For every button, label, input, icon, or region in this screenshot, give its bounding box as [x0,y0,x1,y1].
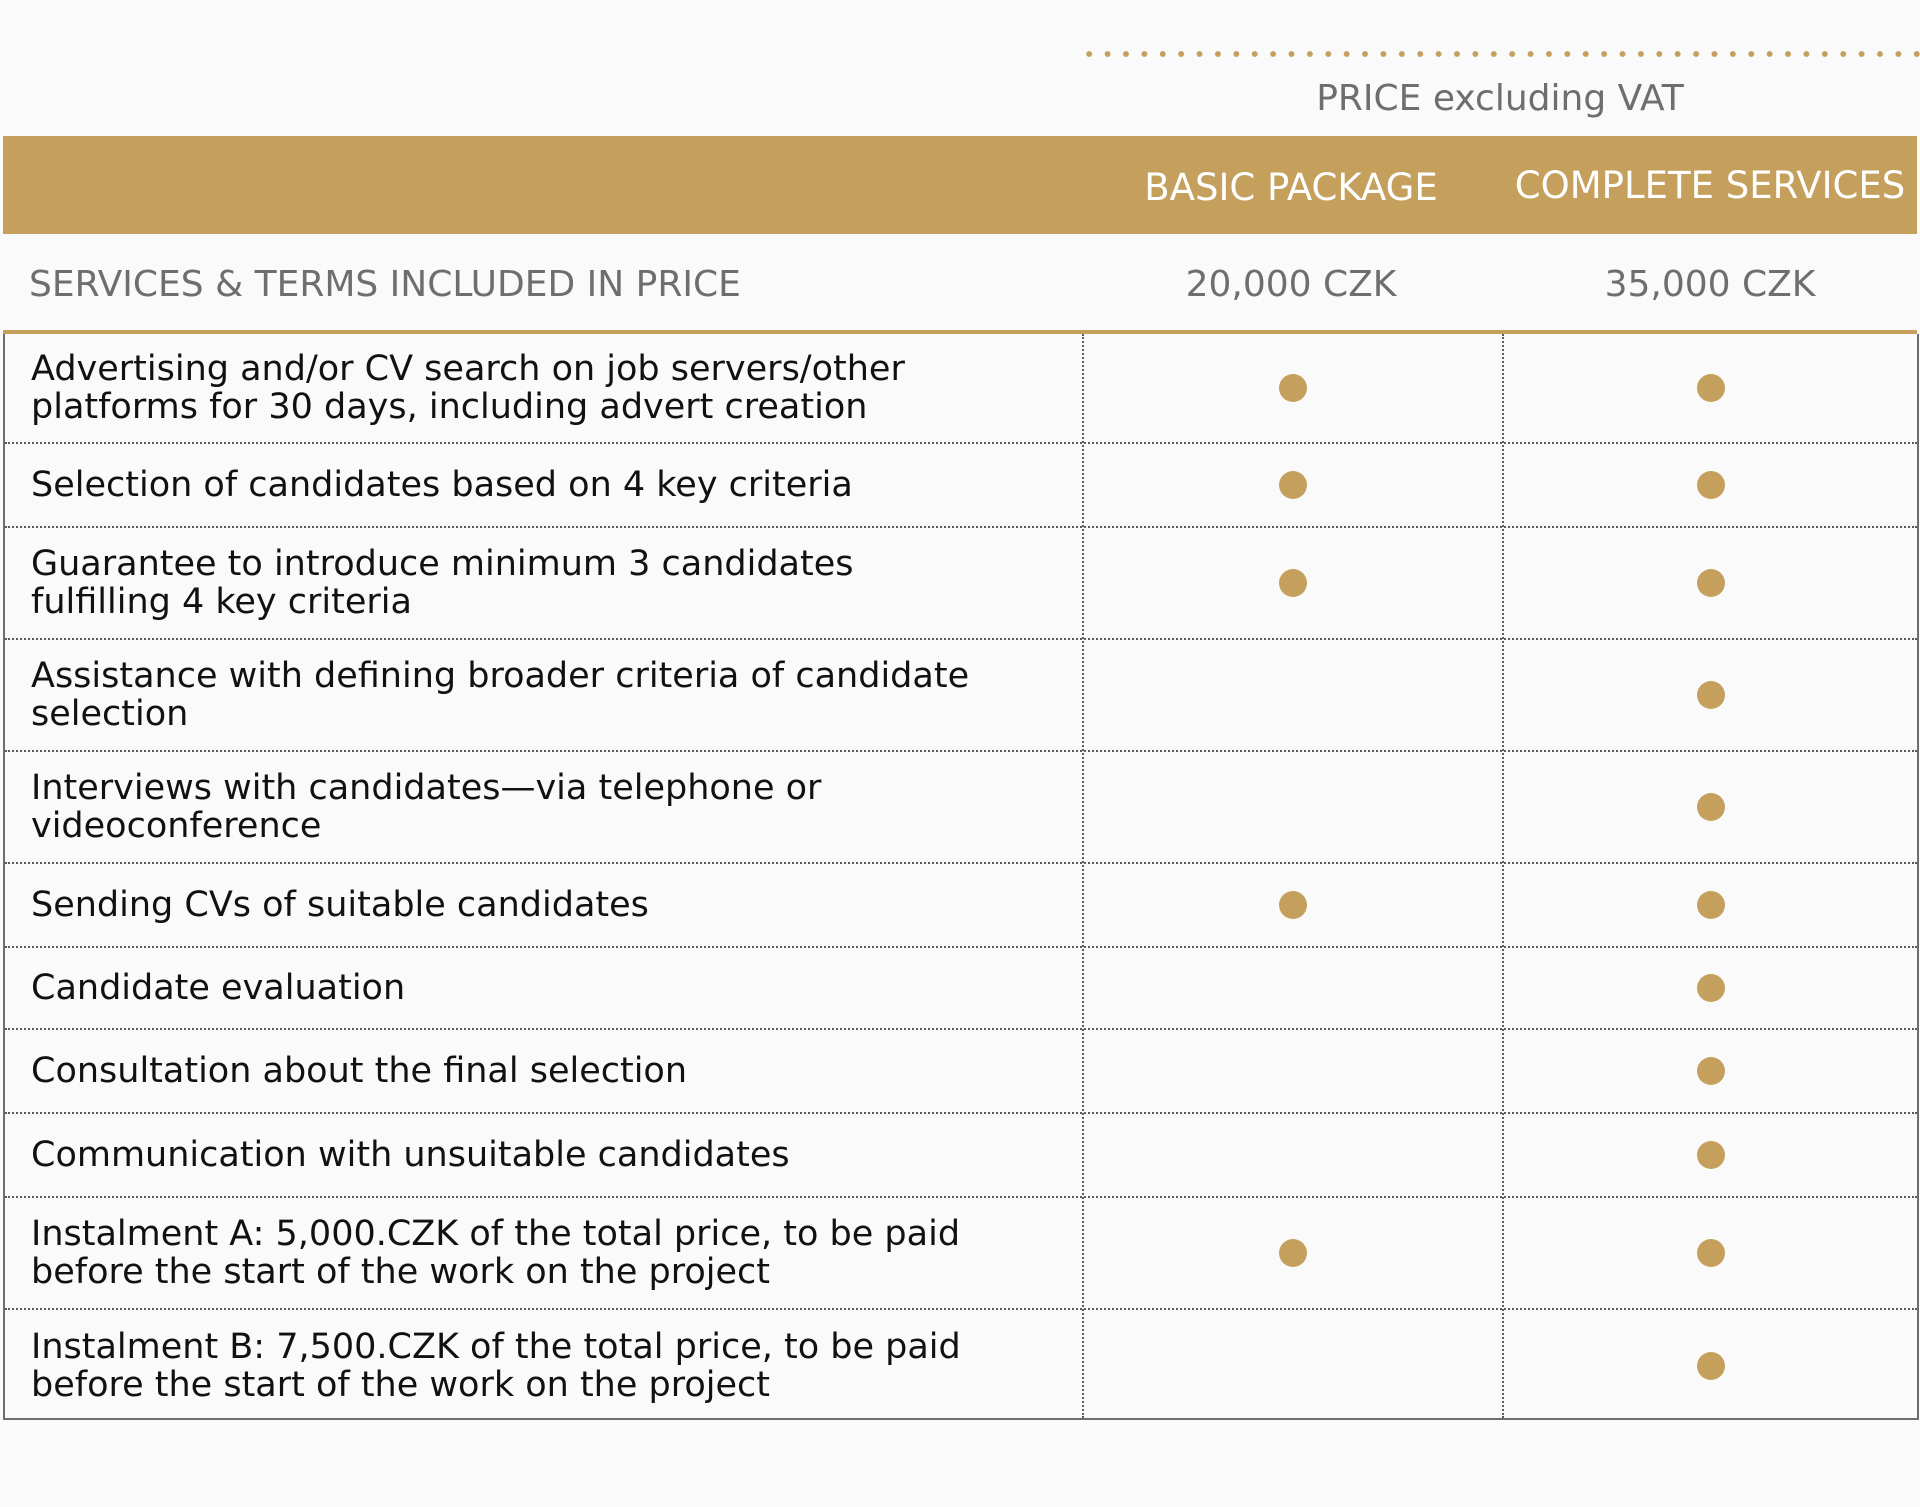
service-description: Assistance with defining broader criteria of candidate selection [31,656,970,734]
basic-included-cell [1084,864,1502,946]
complete-included-cell [1504,444,1917,526]
table-row [5,864,1917,948]
service-description: Candidate evaluation [31,968,406,1008]
basic-included-cell [1084,1030,1502,1112]
complete-included-cell [1504,948,1917,1028]
complete-included-cell [1504,864,1917,946]
basic-included-cell [1084,334,1502,442]
basic-included-cell [1084,640,1502,750]
complete-included-cell [1504,1114,1917,1196]
basic-included-cell [1084,1114,1502,1196]
complete-included-cell [1504,334,1917,442]
complete-included-cell [1504,1030,1917,1112]
complete-price: 35,000 CZK [1604,264,1816,305]
service-description: Instalment B: 7,500.CZK of the total price, to be paid before the start of the work on the project [31,1327,961,1405]
complete-included-cell [1504,1310,1917,1422]
price-caption: PRICE excluding VAT [1316,78,1684,119]
included-dot-icon [1697,974,1725,1002]
complete-included-cell [1504,640,1917,750]
included-dot-icon [1697,1352,1725,1380]
included-dot-icon [1697,793,1725,821]
included-dot-icon [1279,471,1307,499]
dotted-accent-line [1080,50,1920,58]
service-description: Instalment A: 5,000.CZK of the total price, to be paid before the start of the work on the project [31,1214,961,1292]
table-row [5,640,1917,752]
included-dot-icon [1697,374,1725,402]
table-row [5,1198,1917,1310]
included-dot-icon [1697,681,1725,709]
basic-included-cell [1084,752,1502,862]
basic-included-cell [1084,1198,1502,1308]
service-description: Interviews with candidates—via telephone or videoconference [31,768,822,846]
table-row [5,1030,1917,1114]
included-dot-icon [1697,1141,1725,1169]
column-header-basic: BASIC PACKAGE [1144,166,1438,209]
services-heading: SERVICES & TERMS INCLUDED IN PRICE [29,264,741,305]
included-dot-icon [1697,891,1725,919]
table-row [5,948,1917,1030]
included-dot-icon [1697,471,1725,499]
table-row [5,444,1917,528]
included-dot-icon [1697,569,1725,597]
included-dot-icon [1279,569,1307,597]
complete-included-cell [1504,528,1917,638]
service-description: Guarantee to introduce minimum 3 candidates fulfilling 4 key criteria [31,544,854,622]
included-dot-icon [1697,1239,1725,1267]
service-description: Communication with unsuitable candidates [31,1135,790,1175]
table-row [5,1114,1917,1198]
service-description: Consultation about the final selection [31,1051,688,1091]
basic-included-cell [1084,1310,1502,1422]
basic-included-cell [1084,528,1502,638]
included-dot-icon [1697,1057,1725,1085]
service-description: Advertising and/or CV search on job servers/other platforms for 30 days, including advert creation [31,349,905,427]
complete-included-cell [1504,752,1917,862]
basic-price: 20,000 CZK [1185,264,1397,305]
table-row [5,528,1917,640]
column-header-complete: COMPLETE SERVICES [1514,164,1906,207]
services-table [3,334,1919,1420]
basic-included-cell [1084,444,1502,526]
included-dot-icon [1279,891,1307,919]
complete-included-cell [1504,1198,1917,1308]
table-row [5,752,1917,864]
basic-included-cell [1084,948,1502,1028]
included-dot-icon [1279,374,1307,402]
table-row [5,1310,1917,1422]
service-description: Sending CVs of suitable candidates [31,885,649,925]
service-description: Selection of candidates based on 4 key criteria [31,465,853,505]
table-row [5,334,1917,444]
included-dot-icon [1279,1239,1307,1267]
